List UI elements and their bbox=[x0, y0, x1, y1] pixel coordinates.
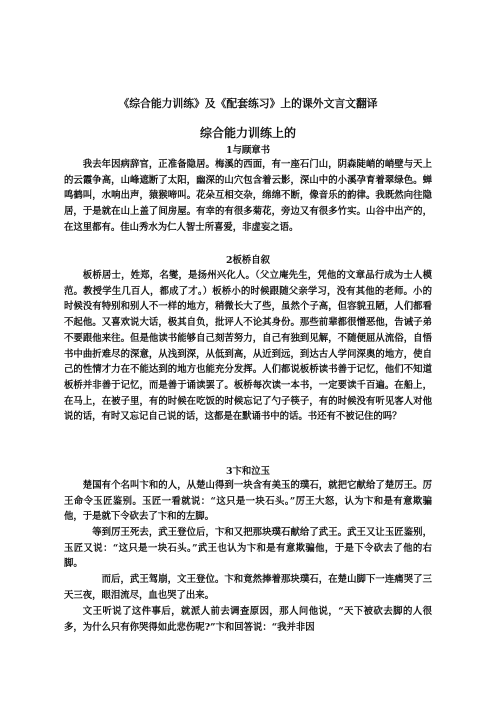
paragraph-banqiao-zixu: 板桥居士，姓郑，名燮，是扬州兴化人。（父立庵先生，凭他的文章品行成为士人模范。教授学生几百人，都成了才。）板桥小的时候跟随父亲学习，没有其他的老师。小的时候没有特别和别人不一样的地方，稍微长大了些，虽然个子高，但容貌丑陋，人们都看不起他。又喜欢说大话，极其自负，批评人不论其身份。那些前辈都很憎恶他，告诫子弟不要跟他来往。但是他读书能够自己刻苦努力，自己有独到见解，不随便屈从流俗，自悟书中曲折难尽的深意，从浅到深，从低到高，从近到远，到达古人学问深奥的地方，使自己的性情才力在不能达到的地方也能充分发挥。人们都说板桥读书善于记忆，他们不知道板桥并非善于记忆，而是善于诵读罢了。板桥每次读一本书，一定要读千百遍。在船上，在马上，在被子里，有的时候在吃饭的时候忘记了勺子筷子，有的时候没有听见客人对他说的话，有时又忘记自己说的话，这都是在默诵书中的话。书还有不被记住的吗？ bbox=[64, 270, 432, 423]
paragraph-bianhe-qiyu-1: 楚国有个名叫卞和的人，从楚山得到一块含有美玉的璞石，就把它献给了楚厉王。厉王命令玉匠鉴别。玉匠一看就说：“这只是一块石头。”厉王大怒，认为卞和是有意欺骗他，于是就下令砍去了卞和的左脚。 bbox=[64, 480, 432, 523]
paragraph-bianhe-qiyu-3: 而后，武王驾崩，文王登位。卞和竟然捧着那块璞石，在楚山脚下一连痛哭了三天三夜，眼泪流尽，血也哭了出来。 bbox=[64, 574, 432, 601]
paragraph-bianhe-qiyu-2: 等到厉王死去，武王登位后，卞和又把那块璞石献给了武王。武王又让玉匠鉴别，玉匠又说：“这只是一块石头。”武王也认为卞和是有意欺骗他，于是下令砍去了他的右脚。 bbox=[64, 527, 432, 570]
section-title: 综合能力训练上的 bbox=[199, 126, 296, 140]
heading-yu-gu-zhang-shu: 1与顾章书 bbox=[225, 145, 271, 156]
heading-bianhe-qiyu: 3卞和泣玉 bbox=[225, 466, 271, 477]
paragraph-yu-gu-zhang-shu: 我去年因病辞官，正准备隐居。梅溪的西面，有一座石门山，阴森陡峭的峭壁与天上的云霞争高，山峰遮断了太阳，幽深的山穴包含着云影，深山中的小溪孕育着翠绿色。蝉鸣鹤叫，水响出声，猿猴啼叫。花朵互相交杂，绵绵不断，像音乐的韵律。我既然向往隐居，于是就在山上盖了间房屋。有幸的有很多菊花，旁边又有很多竹实。山谷中出产的，在这里都有。佳山秀水为仁人智士所喜爱，非虚妄之语。 bbox=[64, 159, 432, 233]
paragraph-bianhe-qiyu-4: 文王听说了这件事后，就派人前去调查原因，那人问他说，“天下被砍去脚的人很多，为什么只有你哭得如此悲伤呢?”卞和回答说：“我并非因 bbox=[64, 606, 432, 633]
heading-banqiao-zixu: 2板桥自叙 bbox=[225, 255, 271, 266]
document-title: 《综合能力训练》及《配套练习》上的课外文言文翻译 bbox=[118, 97, 378, 110]
